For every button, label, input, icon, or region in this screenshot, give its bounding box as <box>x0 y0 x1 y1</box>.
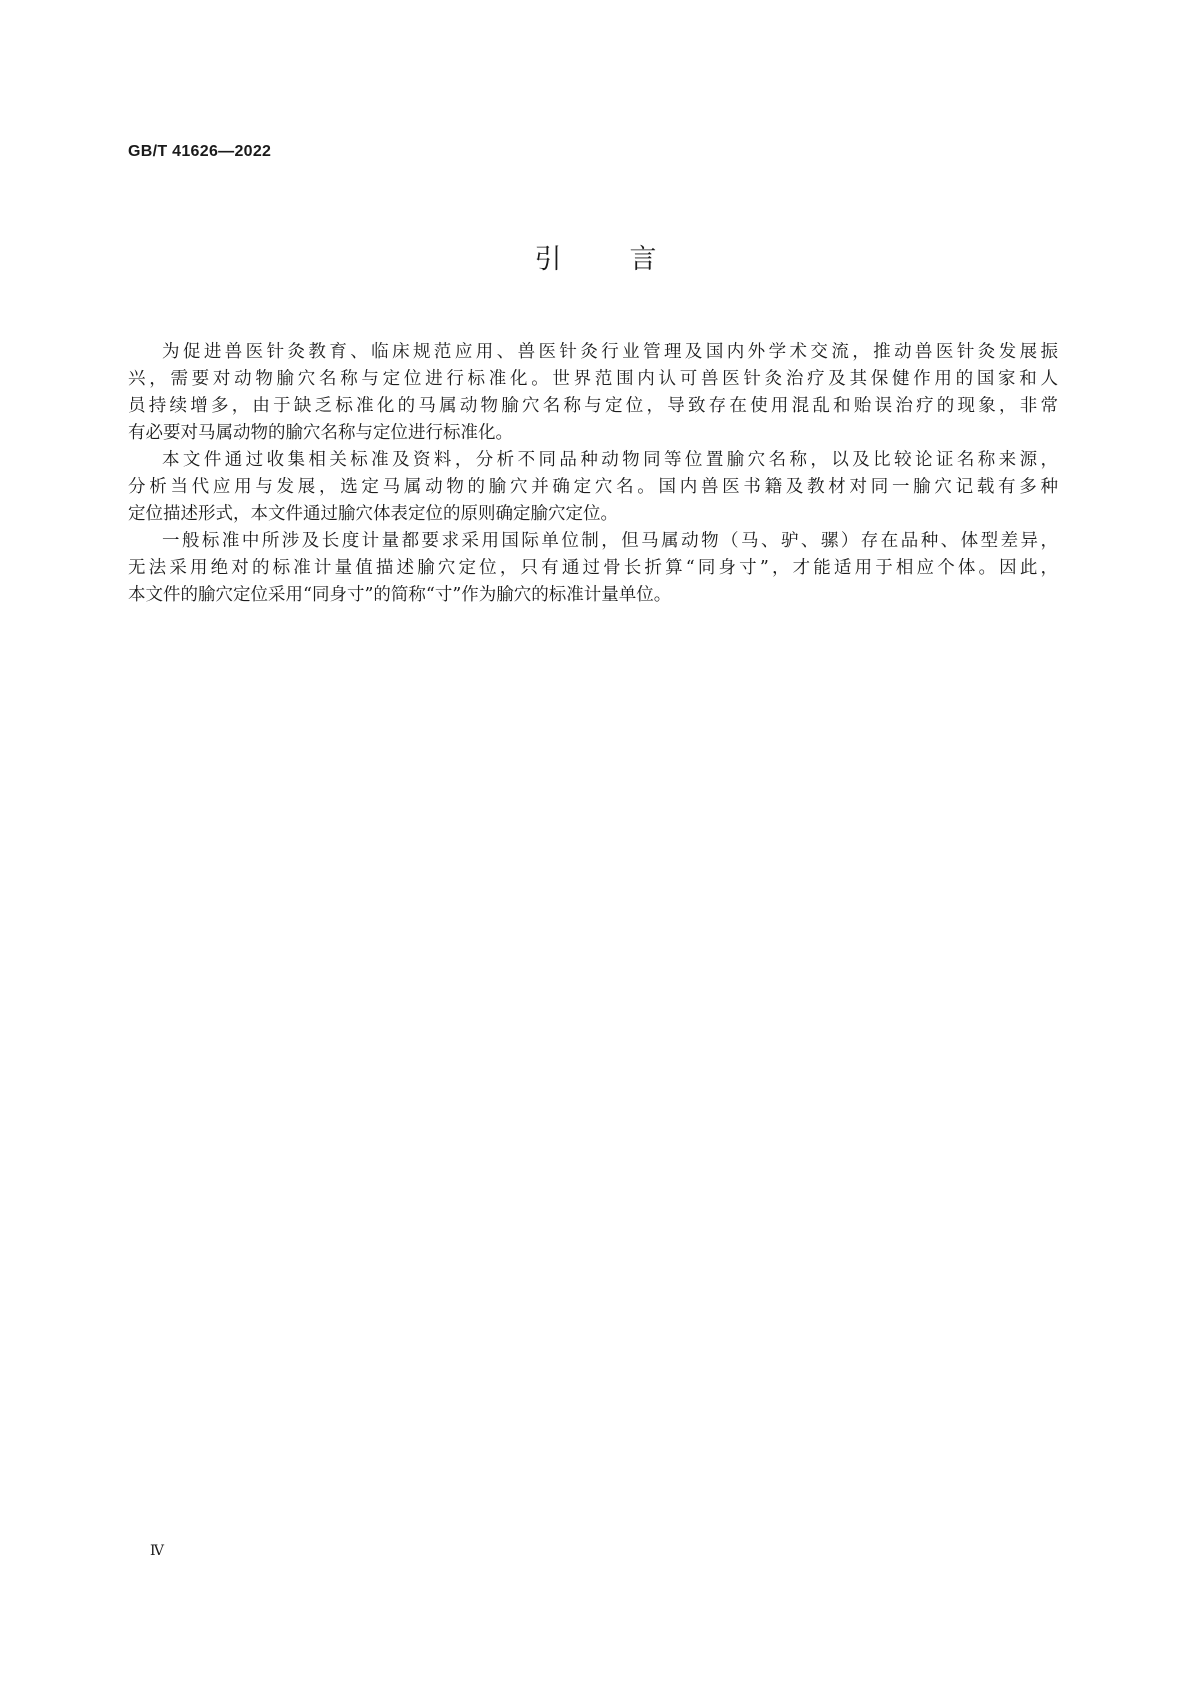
paragraph-line: 有必要对马属动物的腧穴名称与定位进行标准化。 <box>128 423 513 443</box>
paragraph-line: 分析当代应用与发展，选定马属动物的腧穴并确定穴名。国内兽医书籍及教材对同一腧穴记载有多种 <box>128 477 1058 497</box>
heading-char-1: 引 <box>534 244 562 275</box>
section-heading <box>0 243 1191 277</box>
paragraph-line: 员持续增多，由于缺乏标准化的马属动物腧穴名称与定位，导致存在使用混乱和贻误治疗的现象，非常 <box>128 396 1058 416</box>
standard-code: GB/T 41626—2022 <box>128 143 272 160</box>
paragraph-line: 兴，需要对动物腧穴名称与定位进行标准化。世界范围内认可兽医针灸治疗及其保健作用的国家和人 <box>128 369 1058 389</box>
heading-char-2: 言 <box>629 244 657 275</box>
paragraph <box>128 339 1058 447</box>
paragraph-line: 为促进兽医针灸教育、临床规范应用、兽医针灸行业管理及国内外学术交流，推动兽医针灸发展振 <box>162 342 1058 362</box>
paragraph-line: 定位描述形式，本文件通过腧穴体表定位的原则确定腧穴定位。 <box>128 504 618 524</box>
paragraph-line: 本文件通过收集相关标准及资料，分析不同品种动物同等位置腧穴名称，以及比较论证名称来源， <box>162 450 1058 470</box>
page-number: Ⅳ <box>150 1544 164 1559</box>
paragraph <box>128 447 1058 528</box>
paragraph-line: 无法采用绝对的标准计量值描述腧穴定位，只有通过骨长折算“同身寸”，才能适用于相应个体。因此， <box>128 558 1058 578</box>
paragraph-line: 一般标准中所涉及长度计量都要求采用国际单位制，但马属动物（马、驴、骡）存在品种、体型差异， <box>162 531 1058 551</box>
paragraph-line: 本文件的腧穴定位采用“同身寸”的简称“寸”作为腧穴的标准计量单位。 <box>128 585 672 605</box>
introduction-body <box>128 339 1058 609</box>
paragraph <box>128 528 1058 609</box>
